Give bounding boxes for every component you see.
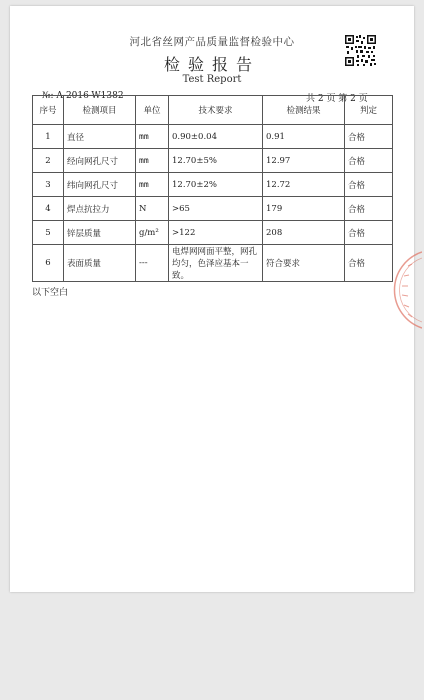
test-item: 焊点抗拉力: [64, 197, 136, 221]
qr-code-icon: [344, 34, 377, 67]
test-result: 符合要求: [263, 245, 345, 282]
verdict: 合格: [345, 173, 393, 197]
report-number: №: A-2016-W1382: [42, 91, 124, 101]
seal-stamp-icon: [392, 248, 422, 332]
table-row: [33, 245, 393, 282]
organization-name: 河北省丝网产品质量监督检验中心: [129, 36, 295, 48]
unit: ---: [136, 245, 169, 282]
test-item: 表面质量: [64, 245, 136, 282]
column-header: 判定: [345, 96, 393, 125]
report-subtitle: Test Report: [182, 74, 242, 85]
column-header: 检测项目: [64, 96, 136, 125]
results-table: [32, 95, 393, 282]
column-header: 单位: [136, 96, 169, 125]
end-of-content-note: 以下空白: [32, 288, 69, 298]
report-page: [10, 6, 414, 592]
table-row: [33, 149, 393, 173]
requirement: 12.70±2%: [169, 173, 263, 197]
row-number: 1: [33, 125, 64, 149]
unit: g/m²: [136, 221, 169, 245]
verdict: 合格: [345, 125, 393, 149]
report-title: 检验报告: [163, 55, 260, 74]
table-row: [33, 125, 393, 149]
test-result: 0.91: [263, 125, 345, 149]
requirement: 0.90±0.04: [169, 125, 263, 149]
table-row: [33, 221, 393, 245]
test-item: 直径: [64, 125, 136, 149]
row-number: 4: [33, 197, 64, 221]
test-result: 179: [263, 197, 345, 221]
test-item: 纬向网孔尺寸: [64, 173, 136, 197]
page-info: 共 2 页 第 2 页: [306, 94, 368, 104]
table-row: [33, 173, 393, 197]
verdict: 合格: [345, 149, 393, 173]
requirement: 电焊网网面平整，网孔均匀，色泽应基本一致。: [169, 245, 263, 282]
verdict: 合格: [345, 197, 393, 221]
column-header: 技术要求: [169, 96, 263, 125]
requirement: >65: [169, 197, 263, 221]
unit: mm: [136, 125, 169, 149]
column-header: 序号: [33, 96, 64, 125]
verdict: 合格: [345, 221, 393, 245]
row-number: 5: [33, 221, 64, 245]
row-number: 3: [33, 173, 64, 197]
test-result: 208: [263, 221, 345, 245]
unit: mm: [136, 173, 169, 197]
test-item: 锌层质量: [64, 221, 136, 245]
test-result: 12.72: [263, 173, 345, 197]
verdict: 合格: [345, 245, 393, 282]
test-item: 经向网孔尺寸: [64, 149, 136, 173]
table-row: [33, 197, 393, 221]
row-number: 6: [33, 245, 64, 282]
table-header-row: [33, 96, 393, 125]
requirement: >122: [169, 221, 263, 245]
unit: mm: [136, 149, 169, 173]
row-number: 2: [33, 149, 64, 173]
column-header: 检测结果: [263, 96, 345, 125]
requirement: 12.70±5%: [169, 149, 263, 173]
unit: N: [136, 197, 169, 221]
test-result: 12.97: [263, 149, 345, 173]
